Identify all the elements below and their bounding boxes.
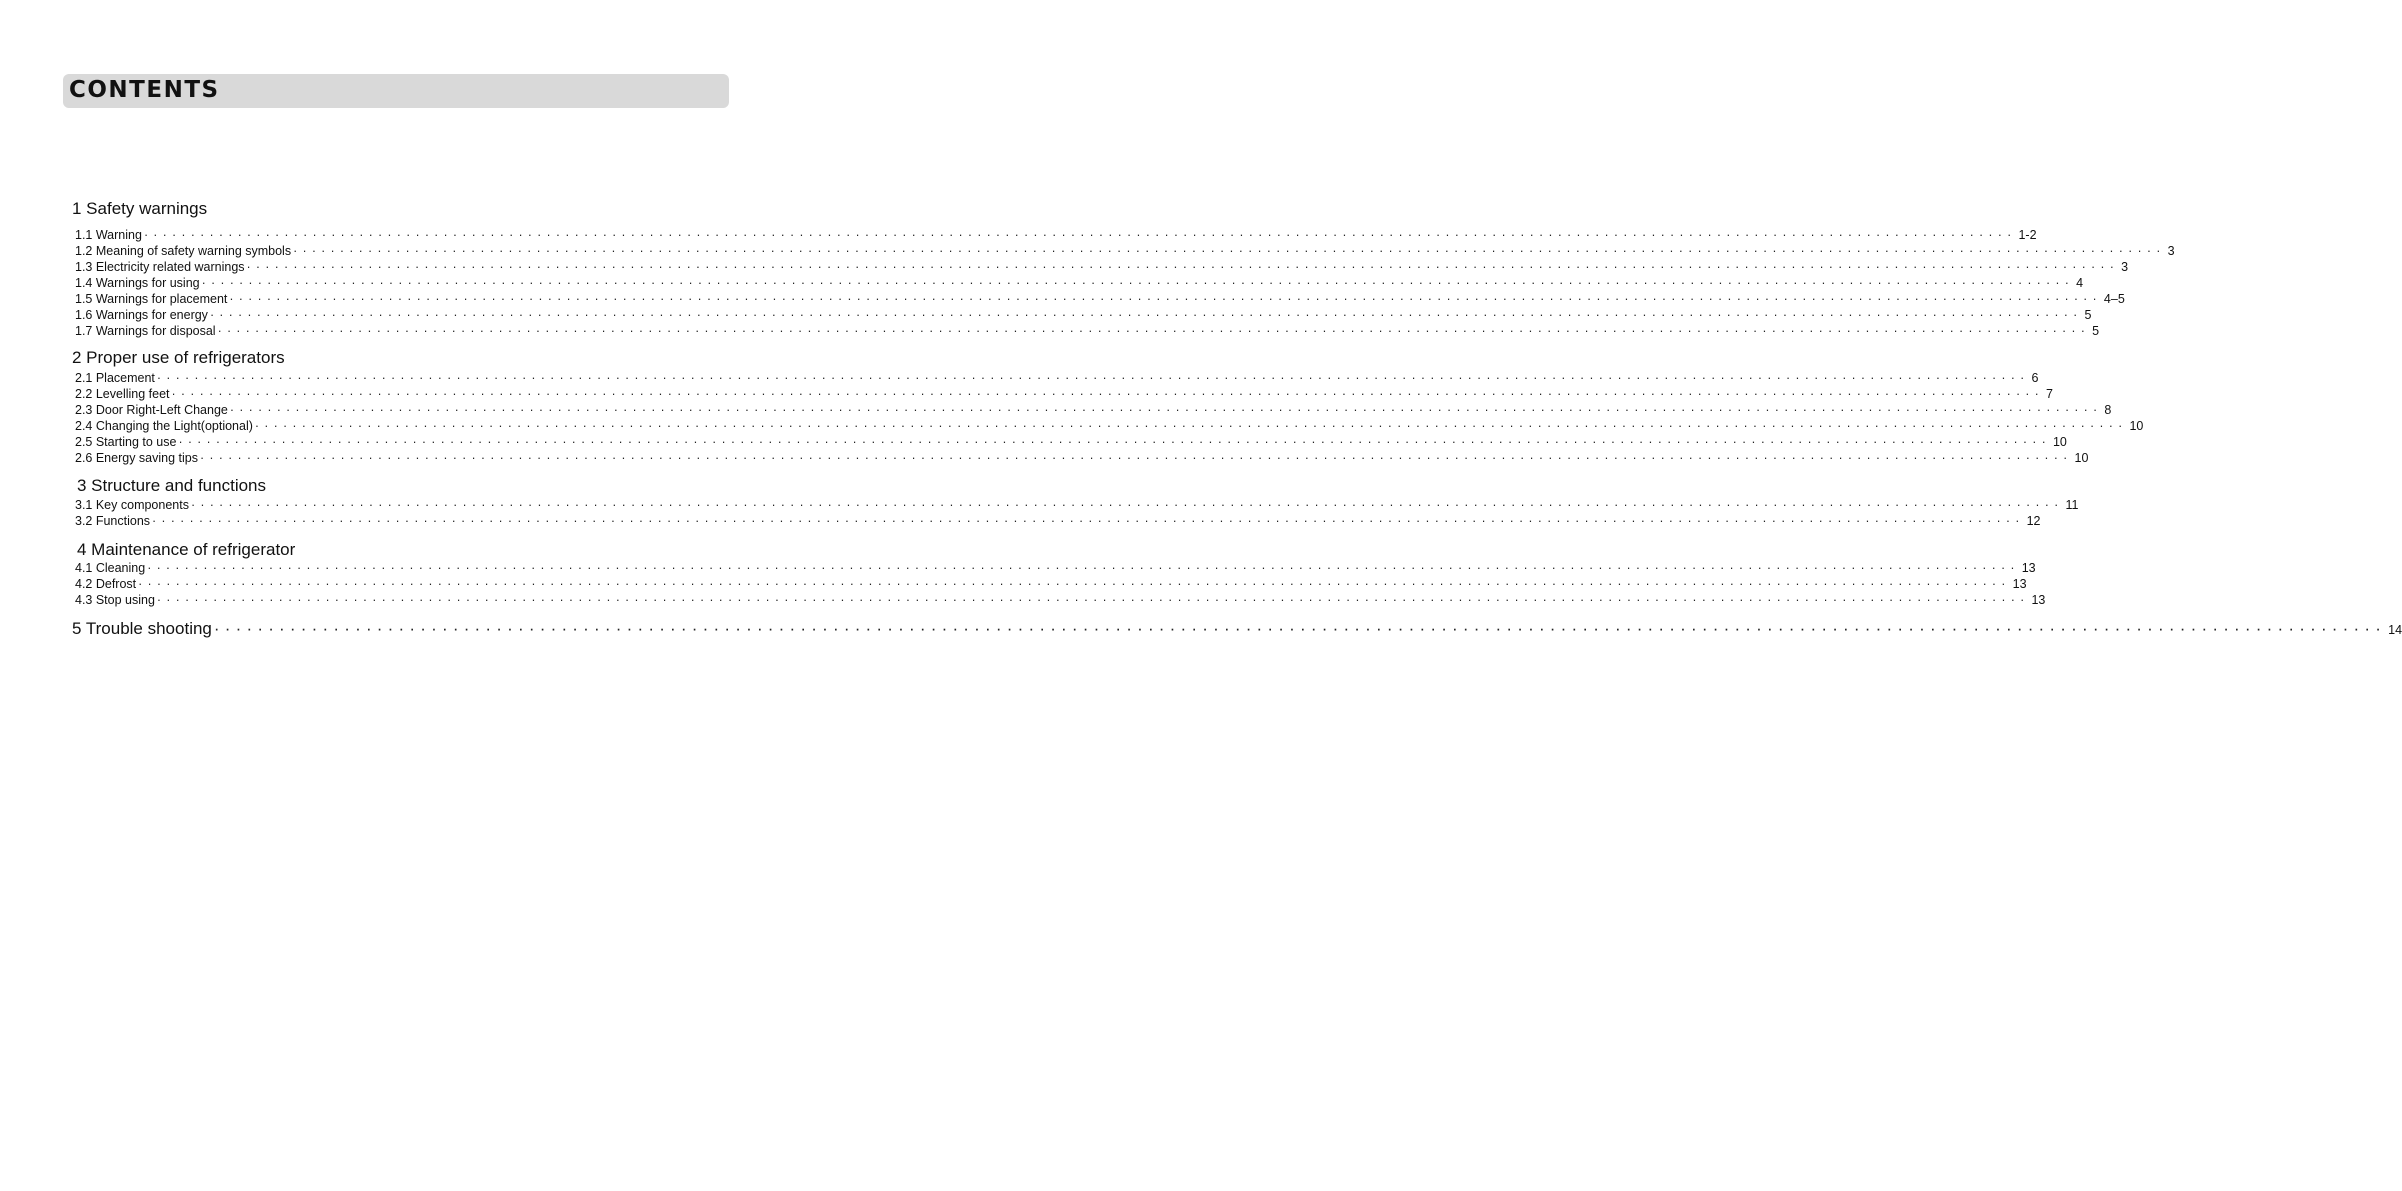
dot-leader: ········································································································································································································ <box>156 593 2030 607</box>
page-number: 11 <box>2065 498 2079 512</box>
page-number: 12 <box>2026 514 2041 528</box>
page-number: 3 <box>2121 260 2129 274</box>
toc-entry[interactable]: 1.1 Warning ········································································································································································································ 1-2 <box>75 228 2037 242</box>
page-number: 4 <box>2076 276 2084 290</box>
page-number: 14 <box>2388 623 2402 637</box>
dot-leader: ········································································································································································································ <box>293 244 2166 258</box>
dot-leader: ········································································································································································································ <box>229 292 2102 306</box>
page-number: 10 <box>2052 435 2067 449</box>
dot-leader: ········································································································································································································ <box>190 498 2064 512</box>
toc-entry[interactable]: 1.7 Warnings for disposal ········································································································································································································ 5 <box>75 324 2100 338</box>
page-number: 8 <box>2104 403 2112 417</box>
page-number: 13 <box>2021 561 2036 575</box>
section-title-proper-use: 2 Proper use of refrigerators <box>72 348 285 367</box>
dot-leader: ········································································································································································································ <box>138 577 2011 591</box>
dot-leader: ········································································································································································································ <box>217 324 2091 338</box>
page-number: 10 <box>2074 451 2089 465</box>
toc-entry[interactable]: 1.2 Meaning of safety warning symbols ········································································································································································································ 3 <box>75 244 2175 258</box>
page-number: 1-2 <box>2018 228 2037 242</box>
toc-entry[interactable]: 2.6 Energy saving tips ········································································································································································································ 10 <box>75 451 2089 465</box>
dot-leader: ········································································································································································································ <box>213 619 2387 638</box>
dot-leader: ········································································································································································································ <box>246 260 2120 274</box>
dot-leader: ········································································································································································································ <box>201 276 2075 290</box>
dot-leader: ········································································································································································································ <box>209 308 2083 322</box>
page-number: 6 <box>2031 371 2039 385</box>
section-title-safety-warnings: 1 Safety warnings <box>72 199 208 218</box>
dot-leader: ········································································································································································································ <box>156 371 2030 385</box>
toc-entry[interactable]: 1.6 Warnings for energy ········································································································································································································ 5 <box>75 308 2092 322</box>
dot-leader: ········································································································································································································ <box>229 403 2103 417</box>
page-number: 5 <box>2084 308 2092 322</box>
page-number: 13 <box>2031 593 2046 607</box>
page-number: 3 <box>2167 244 2175 258</box>
page-number: 4–5 <box>2103 292 2125 306</box>
dot-leader: ········································································································································································································ <box>147 561 2020 575</box>
toc-entry[interactable]: 3.1 Key components ········································································································································································································ 11 <box>75 498 2079 512</box>
page-number: 7 <box>2046 387 2053 401</box>
toc-entry[interactable]: 3.2 Functions ········································································································································································································ 12 <box>75 514 2041 528</box>
toc-entry[interactable]: 4.2 Defrost ········································································································································································································ 13 <box>75 577 2027 591</box>
dot-leader: ········································································································································································································ <box>200 451 2073 465</box>
dot-leader: ········································································································································································································ <box>254 419 2128 433</box>
toc-entry[interactable]: 2.2 Levelling feet ········································································································································································································ 7 <box>75 387 2053 401</box>
toc-entry[interactable]: 2.1 Placement ········································································································································································································ 6 <box>75 371 2039 385</box>
toc-entry[interactable]: 1.5 Warnings for placement ········································································································································································································ 4–5 <box>75 292 2125 306</box>
toc-entry[interactable]: 4.1 Cleaning ········································································································································································································ 13 <box>75 561 2036 575</box>
section-title-structure: 3 Structure and functions <box>77 476 267 495</box>
dot-leader: ········································································································································································································ <box>143 228 2017 242</box>
toc-entry[interactable]: 2.5 Starting to use ········································································································································································································ 10 <box>75 435 2067 449</box>
contents-header-bar <box>63 74 729 108</box>
dot-leader: ········································································································································································································ <box>171 387 2045 401</box>
page-title: CONTENTS <box>69 77 220 103</box>
dot-leader: ········································································································································································································ <box>178 435 2051 449</box>
toc-entry-trouble-shooting[interactable]: 5 Trouble shooting ········································································································································································································ 14 <box>72 619 2402 638</box>
toc-entry[interactable]: 4.3 Stop using ········································································································································································································ 13 <box>75 593 2046 607</box>
page-number: 5 <box>2092 324 2100 338</box>
page-number: 13 <box>2012 577 2027 591</box>
page-number: 10 <box>2129 419 2144 433</box>
toc-entry[interactable]: 2.4 Changing the Light(optional) ········································································································································································································ 10 <box>75 419 2144 433</box>
toc-entry[interactable]: 2.3 Door Right-Left Change ········································································································································································································ 8 <box>75 403 2112 417</box>
toc-entry[interactable]: 1.4 Warnings for using ········································································································································································································ 4 <box>75 276 2084 290</box>
section-title-maintenance: 4 Maintenance of refrigerator <box>77 540 296 559</box>
toc-entry[interactable]: 1.3 Electricity related warnings ········································································································································································································ 3 <box>75 260 2129 274</box>
dot-leader: ········································································································································································································ <box>152 514 2025 528</box>
